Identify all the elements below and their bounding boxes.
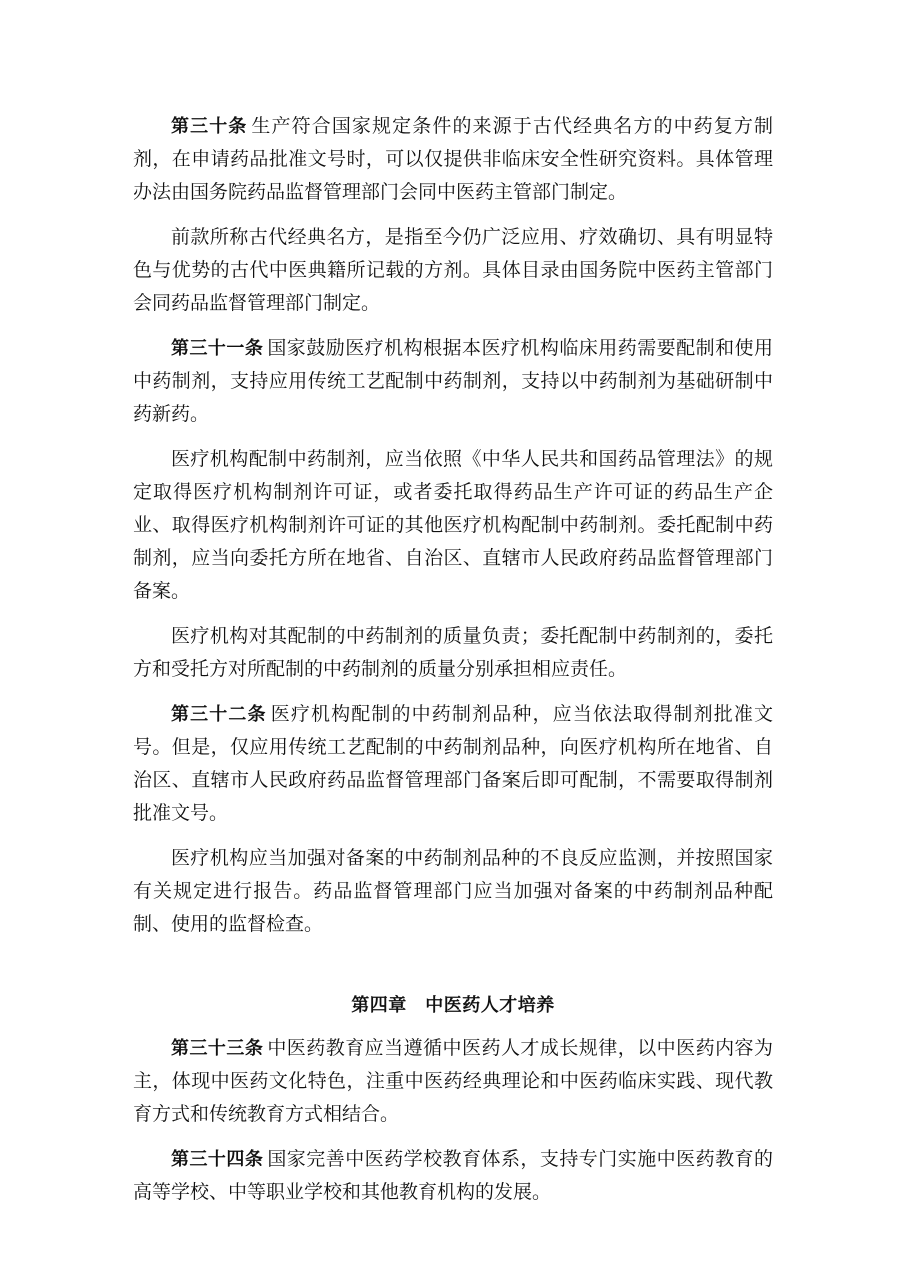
article-number: 第三十三条: [171, 1038, 264, 1059]
article-32-paragraph: [133, 698, 773, 830]
article-30-paragraph: [133, 110, 773, 209]
article-text: 国家鼓励医疗机构根据本医疗机构临床用药需要配制和使用中药制剂，支持应用传统工艺配制中药制剂，支持以中药制剂为基础研制中药新药。: [133, 337, 773, 425]
clause-text: 前款所称古代经典名方，是指至今仍广泛应用、疗效确切、具有明显特色与优势的古代中医典籍所记载的方剂。具体目录由国务院中医药主管部门会同药品监督管理部门制定。: [133, 226, 773, 314]
article-text: 国家完善中医药学校教育体系，支持专门实施中医药教育的高等学校、中等职业学校和其他教育机构的发展。: [133, 1148, 773, 1203]
clause-text: 医疗机构对其配制的中药制剂的质量负责；委托配制中药制剂的，委托方和受托方对所配制的中药制剂的质量分别承担相应责任。: [133, 625, 773, 680]
article-30-clause-2: [133, 221, 773, 320]
article-32-clause-2: [133, 842, 773, 941]
clause-text: 医疗机构应当加强对备案的中药制剂品种的不良反应监测，并按照国家有关规定进行报告。药品监督管理部门应当加强对备案的中药制剂品种配制、使用的监督检查。: [133, 847, 773, 935]
clause-text: 医疗机构配制中药制剂，应当依照《中华人民共和国药品管理法》的规定取得医疗机构制剂许可证，或者委托取得药品生产许可证的药品生产企业、取得医疗机构制剂许可证的其他医疗机构配制中药制剂。委托配制中药制剂，应当向委托方所在地省、自治区、直辖市人民政府药品监督管理部门备案。: [133, 448, 773, 602]
article-31-clause-2: [133, 443, 773, 608]
document-body: [133, 110, 773, 1221]
article-31-paragraph: [133, 332, 773, 431]
article-33-paragraph: [133, 1032, 773, 1131]
article-31-clause-3: [133, 620, 773, 686]
chapter-heading: 第四章 中医药人才培养: [351, 995, 555, 1016]
article-text: 医疗机构配制的中药制剂品种，应当依法取得制剂批准文号。但是，仅应用传统工艺配制的中药制剂品种，向医疗机构所在地省、自治区、直辖市人民政府药品监督管理部门备案后即可配制，不需要取得制剂批准文号。: [133, 703, 773, 824]
article-text: 生产符合国家规定条件的来源于古代经典名方的中药复方制剂，在申请药品批准文号时，可以仅提供非临床安全性研究资料。具体管理办法由国务院药品监督管理部门会同中医药主管部门制定。: [133, 115, 773, 203]
article-number: 第三十一条: [171, 338, 264, 359]
article-number: 第三十四条: [171, 1149, 264, 1170]
article-number: 第三十二条: [171, 704, 267, 725]
article-34-paragraph: [133, 1143, 773, 1209]
article-text: 中医药教育应当遵循中医药人才成长规律，以中医药内容为主，体现中医药文化特色，注重中医药经典理论和中医药临床实践、现代教育方式和传统教育方式相结合。: [133, 1037, 773, 1125]
article-number: 第三十条: [171, 116, 248, 137]
